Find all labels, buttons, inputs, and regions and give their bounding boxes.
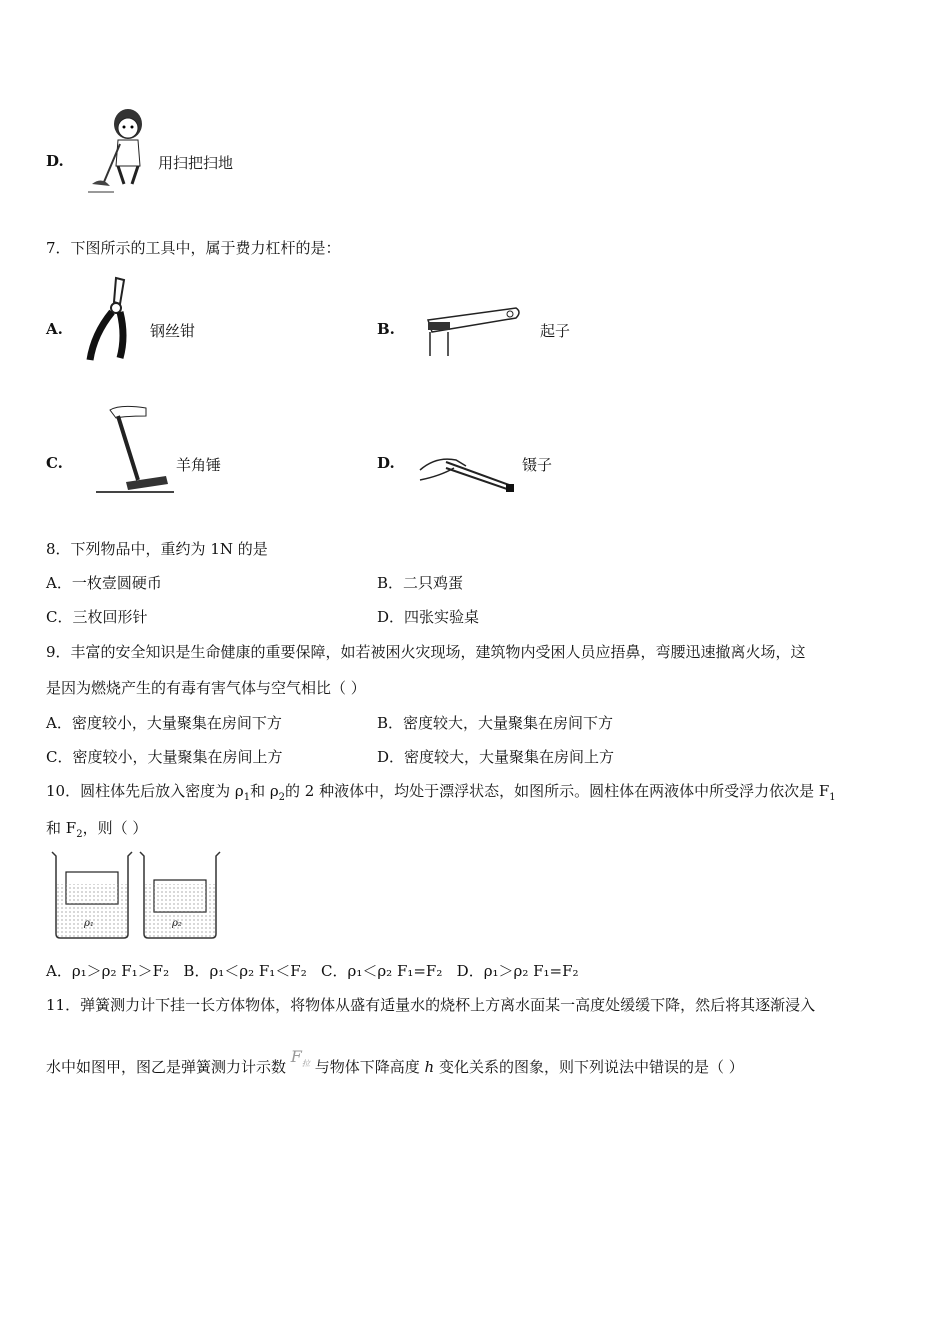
q6-option-d-text: 用扫把扫地 xyxy=(158,154,234,172)
bottle-opener-image xyxy=(420,300,524,358)
q6-option-d-letter: D. xyxy=(46,152,64,170)
pliers-image xyxy=(80,274,142,366)
q8-stem: 8．下列物品中，重约为 1N 的是 xyxy=(46,540,268,558)
q7-option-a-letter: A. xyxy=(46,320,63,338)
q10-stem-line2: 和 $F_2$，则（ ） xyxy=(46,819,148,840)
q11-stem-line1: 11．弹簧测力计下挂一长方体物体，将物体从盛有适量水的烧杯上方离水面某一高度处缓缓下降，然后将其逐渐浸入 xyxy=(46,996,816,1014)
q9-option-d: D．密度较大，大量聚集在房间上方 xyxy=(377,748,615,766)
q10-option-c: C．ρ₁＜ρ₂ F₁=F₂ xyxy=(321,962,443,980)
q8-option-d: D．四张实验桌 xyxy=(377,608,480,626)
q10-option-a: A．ρ₁＞ρ₂ F₁＞F₂ xyxy=(46,962,170,980)
q10-option-d: D．ρ₁＞ρ₂ F₁=F₂ xyxy=(456,962,579,980)
q10-options xyxy=(46,960,579,981)
q7-option-a-text: 钢丝钳 xyxy=(150,322,196,340)
q9-option-b: B．密度较大，大量聚集在房间下方 xyxy=(377,714,614,732)
boy-sweeping-image xyxy=(84,104,158,196)
q7-option-d-letter: D. xyxy=(377,454,395,472)
q8-option-a: A．一枚壹圆硬币 xyxy=(46,574,162,592)
q9-stem-line1: 9．丰富的安全知识是生命健康的重要保障，如若被困火灾现场，建筑物内受困人员应捂鼻，弯腰迅速撤离火场，这 xyxy=(46,643,806,661)
beaker2-label: ρ₂ xyxy=(172,918,182,929)
beakers-diagram xyxy=(48,850,222,942)
q8-option-c: C．三枚回形针 xyxy=(46,608,148,626)
q7-option-c-text: 羊角锤 xyxy=(176,456,222,474)
q7-option-d-text: 镊子 xyxy=(522,456,553,474)
beaker1-label: ρ₁ xyxy=(84,918,94,929)
q10-option-b: B．ρ₁＜ρ₂ F₁＜F₂ xyxy=(183,962,307,980)
q7-option-c-letter: C. xyxy=(46,454,63,472)
q11-stem-line2: 水中如图甲，图乙是弹簧测力计示数 $F_拉$ 与物体下降高度 h 变化关系的图象，则下列说法中错误的是（ ） xyxy=(46,1047,744,1076)
claw-hammer-image xyxy=(96,402,174,498)
q8-option-b: B．二只鸡蛋 xyxy=(377,574,464,592)
f-pull-symbol: $F_拉$ xyxy=(290,1047,310,1069)
q7-option-b-text: 起子 xyxy=(540,322,571,340)
q10-stem-line1: 10．圆柱体先后放入密度为 $\rho_1$和 $\rho_2$的 2 种液体中，均处于漂浮状态，如图所示。圆柱体在两液体中所受浮力依次是 $F_1$ xyxy=(46,782,836,803)
q7-option-b-letter: B. xyxy=(377,320,395,338)
q9-option-a: A．密度较小，大量聚集在房间下方 xyxy=(46,714,282,732)
q9-option-c: C．密度较小，大量聚集在房间上方 xyxy=(46,748,283,766)
q9-stem-line2: 是因为燃烧产生的有毒有害气体与空气相比（ ） xyxy=(46,679,366,697)
tweezers-image xyxy=(416,450,520,500)
q7-stem: 7．下图所示的工具中，属于费力杠杆的是： xyxy=(46,239,341,257)
